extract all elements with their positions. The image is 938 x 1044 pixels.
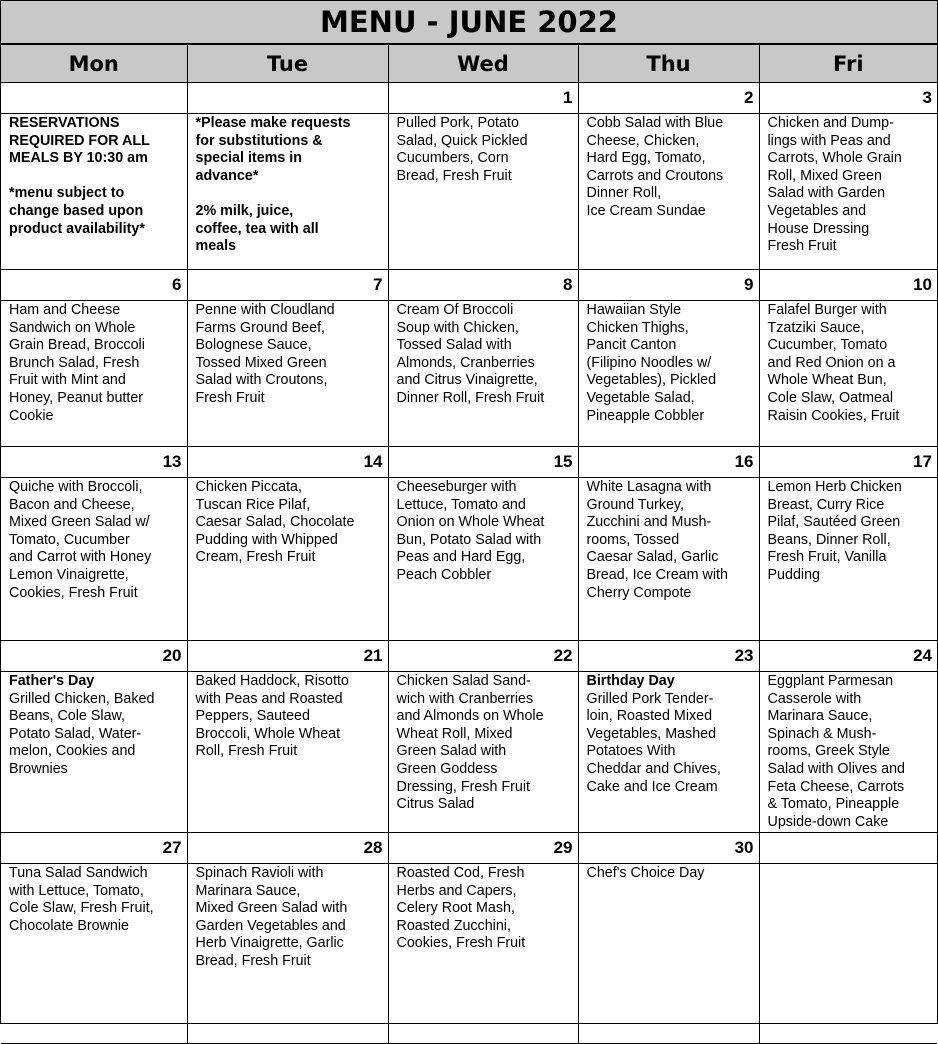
calendar-grid [1,44,937,1044]
day-number-thu: 2 [578,83,759,114]
day-number-thu: 30 [578,833,759,864]
day-number-thu: 9 [578,270,759,301]
menu-cell-fri [759,301,937,447]
menu-cell-wed [388,301,578,447]
menu-cell-wed [388,478,578,641]
day-number-tue [187,83,388,114]
menu-text: Pulled Pork, Potato Salad, Quick Pickled Cucumbers, Corn Bread, Fresh Fruit [396,115,528,184]
week-1-menu-row [1,114,937,270]
menu-text: Lemon Herb Chicken Breast, Curry Rice Pilaf, Sautéed Green Beans, Dinner Roll, Fresh Fruit, Vanilla Pudding [767,479,902,583]
weekday-wed: Wed [388,45,578,83]
menu-cell-mon [1,672,187,833]
day-number-tue: 28 [187,833,388,864]
menu-cell-tue [187,672,388,833]
week-4-menu-row [1,672,937,833]
week-5-date-row [1,833,937,864]
menu-cell-mon [1,864,187,1044]
day-number-wed: 1 [388,83,578,114]
menu-text: Falafel Burger with Tzatziki Sauce, Cucumber, Tomato and Red Onion on a Whole Wheat Bun, Cole Slaw, Oatmeal Raisin Cookies, Fruit [767,302,900,424]
menu-text: White Lasagna with Ground Turkey, Zucchini and Mush- rooms, Tossed Caesar Salad, Garlic Bread, Ice Cream with Cherry Compote [586,479,728,601]
menu-text: Cobb Salad with Blue Cheese, Chicken, Hard Egg, Tomato, Carrots and Croutons Dinner Roll, Ice Cream Sundae [586,115,724,219]
menu-cell-mon [1,301,187,447]
weekday-mon: Mon [1,45,187,83]
weekday-fri: Fri [759,45,937,83]
weekday-header-row [1,45,937,83]
day-number-tue: 21 [187,641,388,672]
weekday-tue: Tue [187,45,388,83]
menu-cell-mon [1,114,187,270]
menu-cell-thu [578,301,759,447]
menu-text: Roasted Cod, Fresh Herbs and Capers, Celery Root Mash, Roasted Zucchini, Cookies, Fresh Fruit [396,865,526,952]
menu-text: Tuna Salad Sandwich with Lettuce, Tomato, Cole Slaw, Fresh Fruit, Chocolate Brownie [9,865,154,934]
menu-text: Cream Of Broccoli Soup with Chicken, Tossed Salad with Almonds, Cranberries and Citrus Vinaigrette, Dinner Roll, Fresh Fruit [396,302,545,406]
menu-text: Chicken Piccata, Tuscan Rice Pilaf, Caesar Salad, Chocolate Pudding with Whipped Cream, Fresh Fruit [195,479,355,566]
menu-cell-tue [187,864,388,1044]
week-3-menu-row [1,478,937,641]
menu-text: *Please make requests for substitutions & special items in advance* 2% milk, juice, coffee, tea with all meals [195,115,351,255]
menu-cell-thu [578,114,759,270]
menu-cell-fri [759,864,937,1044]
menu-cell-tue [187,478,388,641]
menu-cell-thu [578,672,759,833]
menu-text: Baked Haddock, Risotto with Peas and Roasted Peppers, Sauteed Broccoli, Whole Wheat Roll, Fresh Fruit [195,673,349,760]
menu-text: Chicken and Dump- lings with Peas and Carrots, Whole Grain Roll, Mixed Green Salad with Garden Vegetables and House Dressing Fresh Fruit [767,115,902,255]
day-number-mon: 6 [1,270,187,301]
menu-cell-thu [578,478,759,641]
menu-text: Quiche with Broccoli, Bacon and Cheese, Mixed Green Salad w/ Tomato, Cucumber and Carrot with Honey Lemon Vinaigrette, Cookies, Fresh Fruit [9,479,152,601]
week-1-date-row [1,83,937,114]
menu-cell-tue [187,114,388,270]
weekday-thu: Thu [578,45,759,83]
menu-text: Chicken Salad Sand- wich with Cranberries and Almonds on Whole Wheat Roll, Mixed Green Salad with Green Goddess Dressing, Fresh Fruit Citrus Salad [396,673,544,813]
menu-text: RESERVATIONS REQUIRED FOR ALL MEALS BY 10:30 am *menu subject to change based upon product availability* [9,115,150,237]
day-number-mon: 27 [1,833,187,864]
menu-text: Chef's Choice Day [586,865,705,881]
day-number-tue: 7 [187,270,388,301]
page-title: MENU - JUNE 2022 [1,1,937,44]
menu-text: Grilled Chicken, Baked Beans, Cole Slaw, Potato Salad, Water- melon, Cookies and Brownies [9,690,155,777]
menu-text: Ham and Cheese Sandwich on Whole Grain Bread, Broccoli Brunch Salad, Fresh Fruit with Mint and Honey, Peanut butter Cookie [9,302,145,424]
day-number-fri: 17 [759,447,937,478]
menu-text: Hawaiian Style Chicken Thighs, Pancit Canton (Filipino Noodles w/ Vegetables), Pickled Vegetable Salad, Pineapple Cobbler [586,302,717,424]
day-number-tue: 14 [187,447,388,478]
menu-cell-thu [578,864,759,1044]
day-number-thu: 23 [578,641,759,672]
menu-text: Penne with Cloudland Farms Ground Beef, Bolognese Sauce, Tossed Mixed Green Salad with Croutons, Fresh Fruit [195,302,335,406]
menu-cell-fri [759,114,937,270]
week-4-date-row [1,641,937,672]
menu-cell-wed [388,114,578,270]
day-number-thu: 16 [578,447,759,478]
day-number-wed: 22 [388,641,578,672]
special-day-label: Father's Day [9,673,95,689]
week-3-date-row [1,447,937,478]
day-number-wed: 15 [388,447,578,478]
day-number-fri: 24 [759,641,937,672]
week-2-menu-row [1,301,937,447]
menu-text: Spinach Ravioli with Marinara Sauce, Mixed Green Salad with Garden Vegetables and Herb Vinaigrette, Garlic Bread, Fresh Fruit [195,865,348,969]
menu-cell-tue [187,301,388,447]
menu-text: Cheeseburger with Lettuce, Tomato and Onion on Whole Wheat Bun, Potato Salad with Peas and Hard Egg, Peach Cobbler [396,479,545,583]
week-5-menu-row [1,864,937,1044]
day-number-mon: 13 [1,447,187,478]
day-number-mon [1,83,187,114]
menu-cell-wed [388,672,578,833]
day-number-fri [759,833,937,864]
week-2-date-row [1,270,937,301]
day-number-wed: 29 [388,833,578,864]
day-number-fri: 3 [759,83,937,114]
menu-cell-mon [1,478,187,641]
menu-text: Grilled Pork Tender- loin, Roasted Mixed Vegetables, Mashed Potatoes With Cheddar and Chives, Cake and Ice Cream [586,690,721,795]
day-number-fri: 10 [759,270,937,301]
menu-text: Eggplant Parmesan Casserole with Marinara Sauce, Spinach & Mush- rooms, Greek Style Salad with Olives and Feta Cheese, Carrots & Tomato, Pineapple Upside-down Cake [767,673,905,830]
special-day-label: Birthday Day [586,673,675,689]
menu-cell-wed [388,864,578,1044]
day-number-mon: 20 [1,641,187,672]
menu-cell-fri [759,672,937,833]
menu-cell-fri [759,478,937,641]
day-number-wed: 8 [388,270,578,301]
